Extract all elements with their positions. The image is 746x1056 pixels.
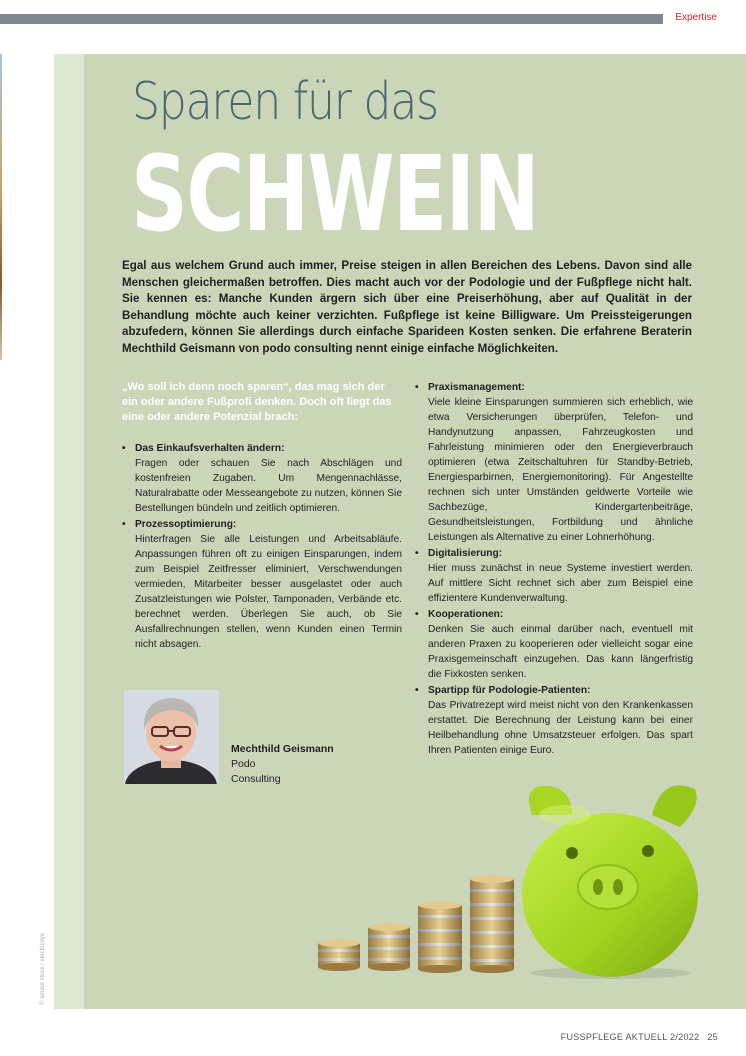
panel-side-strip bbox=[54, 54, 84, 1009]
list-item-heading: Spartipp für Podologie-Patienten: bbox=[428, 685, 591, 696]
section-label: Expertise bbox=[675, 12, 717, 23]
list-item bbox=[415, 380, 693, 545]
list-item bbox=[415, 607, 693, 682]
list-item-heading: Digitalisierung: bbox=[428, 548, 503, 559]
list-item-text: Das Privatrezept wird meist nicht von den Krankenkassen erstattet. Die Berechnung der Leistung kann bei einer Heilbehandlung ohne Umsatzsteuer erfolgen. Das spart Ihren Patienten einige Euro. bbox=[428, 700, 693, 756]
list-item-heading: Das Einkaufsverhalten ändern: bbox=[135, 443, 285, 454]
bullet: • bbox=[122, 519, 126, 530]
piggy-bank-coins-illustration bbox=[310, 775, 705, 980]
right-column bbox=[415, 380, 693, 759]
author-name: Mechthild Geismann bbox=[231, 743, 334, 755]
list-item-text: Hinterfragen Sie alle Leistungen und Arbeitsabläufe. Anpassungen führen oft zu einigen Einsparungen, indem zum Beispiel Zeitfresser eliminiert, Verschwendungen vermieden, Mitarbeiter besser ausgelastet oder auch Zusatzleistungen wie Polster, Tamponaden, Verbände etc. berechnet werden. Überlegen Sie auch, ob Sie Ausfallrechnungen stellen, wenn Kunden einen Termin nicht absagen. bbox=[135, 534, 402, 650]
list-item bbox=[122, 441, 402, 516]
previous-page-image-edge bbox=[0, 54, 2, 360]
bullet: • bbox=[415, 382, 419, 393]
publication-name: FUSSPFLEGE AKTUELL 2/2022 bbox=[560, 1032, 700, 1042]
piggy-bank bbox=[522, 785, 698, 979]
bullet: • bbox=[415, 609, 419, 620]
title-line-2: SCHWEIN bbox=[131, 133, 539, 255]
page-number: 25 bbox=[707, 1032, 718, 1042]
intro-paragraph: Egal aus welchem Grund auch immer, Preise steigen in allen Bereichen des Lebens. Davon sind alle Menschen gleichermaßen betroffen. Dies macht auch vor der Podologie und der Fußpflege nicht halt. Sie kennen es: Manche Kunden ärgern sich über eine Preiserhöhung, aber auf Qualität in der Behandlung möchte auch keiner verzichten. Fußpflege ist keine Billigware. Um Preissteigerungen abzufedern, können Sie allerdings durch einfache Sparideen Kosten senken. Die erfahrene Beraterin Mechthild Geismann von podo consulting nennt einige einfache Möglichkeiten. bbox=[122, 259, 692, 355]
author-company-line-2: Consulting bbox=[231, 773, 281, 785]
list-item-text: Hier muss zunächst in neue Systeme investiert werden. Auf mittlere Sicht rechnet sich aber zum Beispiel eine effizientere Kundenverwaltung. bbox=[428, 563, 693, 604]
bullet: • bbox=[415, 548, 419, 559]
author-photo bbox=[124, 690, 219, 784]
title-line-1: Sparen für das bbox=[132, 72, 438, 132]
left-column bbox=[122, 441, 402, 653]
list-item bbox=[415, 546, 693, 606]
list-item bbox=[122, 517, 402, 652]
bullet: • bbox=[122, 443, 126, 454]
image-credit: © adobe stock / electriceye bbox=[40, 932, 46, 1005]
list-item-text: Denken Sie auch einmal darüber nach, eventuell mit anderen Praxen zu kooperieren oder vielleicht sogar eine Praxisgemeinschaft einzugehen. Das kann längerfristig die Fixkosten senken. bbox=[428, 624, 693, 680]
list-item bbox=[415, 683, 693, 758]
list-item-heading: Kooperationen: bbox=[428, 609, 504, 620]
list-item-text: Viele kleine Einsparungen summieren sich erheblich, wie etwa Versicherungen überprüfen, Telefon- und Handynutzung anpassen, Fahrzeugkosten und Fahrleistung minimieren oder den Energieverbrauch optimieren (etwa Zeitschaltuhren für Standby-Betrieb, Energiesparbirnen, Energiemonitoring). Für Angestellte rechnen sich unter Umständen geldwerte Vorteile wie Sachbezüge, Kindergartenbeiträge, Gesundheitsleistungen, Fortbildung und ähnliche Leistungen als Alternative zu einer Lohnerhöhung. bbox=[428, 397, 693, 543]
page-footer bbox=[561, 1032, 718, 1042]
bullet: • bbox=[415, 685, 419, 696]
author-company-line-1: Podo bbox=[231, 758, 256, 770]
pull-quote: „Wo soll ich denn noch sparen“, das mag sich der ein oder andere Fußprofi denken. Doch oft liegt das eine oder andere Potenzial brach: bbox=[122, 381, 392, 423]
list-item-text: Fragen oder schauen Sie nach Abschlägen und kostenfreien Zugaben. Um Mengennachlässe, Naturalrabatte oder Messeangebote zu nutzen, können Sie Bestellungen bündeln und zeitlich optimieren. bbox=[135, 458, 402, 514]
header-bar bbox=[0, 14, 663, 24]
coin-stacks bbox=[318, 875, 514, 973]
list-item-heading: Praxismanagement: bbox=[428, 382, 525, 393]
list-item-heading: Prozessoptimierung: bbox=[135, 519, 237, 530]
